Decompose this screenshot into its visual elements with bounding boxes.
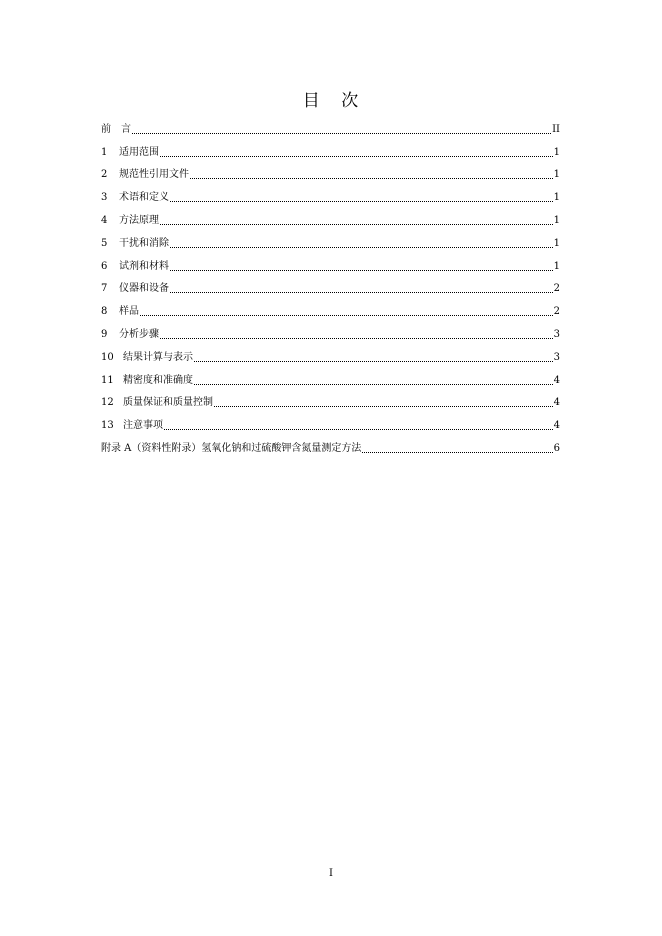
toc-entry-number: 13 — [101, 420, 114, 432]
page-title: 目 次 — [302, 91, 360, 111]
toc-leader-dots — [190, 178, 553, 179]
toc-entry-page: 1 — [553, 146, 560, 158]
toc-entry-number: 5 — [101, 237, 108, 249]
toc-entry-number: 9 — [101, 328, 108, 340]
toc-leader-dots — [170, 201, 553, 202]
toc-leader-dots — [362, 452, 552, 453]
toc-entry-page: 1 — [553, 214, 560, 226]
table-of-contents — [101, 113, 560, 455]
toc-entry-number: 6 — [101, 260, 108, 272]
toc-entry-number: 前 — [101, 123, 111, 135]
toc-leader-dots — [214, 406, 553, 407]
toc-entry-10[interactable] — [101, 341, 560, 364]
toc-entry-page: 1 — [553, 192, 560, 204]
toc-leader-dots — [170, 270, 553, 271]
toc-entry-8[interactable] — [101, 295, 560, 318]
toc-entry-1[interactable] — [101, 136, 560, 159]
toc-entry-label: 规范性引用文件 — [119, 169, 189, 181]
toc-leader-dots — [132, 133, 551, 134]
toc-leader-dots — [160, 156, 553, 157]
toc-entry-number: 7 — [101, 283, 108, 295]
toc-entry-page: 2 — [553, 283, 560, 295]
toc-entry-number: 2 — [101, 169, 108, 181]
toc-entry-page: 2 — [553, 306, 560, 318]
toc-leader-dots — [140, 315, 553, 316]
toc-entry-label: 试剂和材料 — [119, 260, 169, 272]
toc-leader-dots — [160, 224, 553, 225]
toc-entry-number: 3 — [101, 192, 108, 204]
toc-entry-preface[interactable] — [101, 113, 560, 136]
toc-entry-label: 质量保证和质量控制 — [123, 397, 213, 409]
toc-entry-9[interactable] — [101, 318, 560, 341]
toc-leader-dots — [164, 429, 553, 430]
toc-entry-number: 4 — [101, 214, 108, 226]
toc-leader-dots — [170, 247, 553, 248]
toc-entry-page: 1 — [553, 169, 560, 181]
toc-entry-5[interactable] — [101, 227, 560, 250]
toc-leader-dots — [160, 338, 553, 339]
toc-entry-number: 8 — [101, 306, 108, 318]
toc-entry-page: 1 — [553, 237, 560, 249]
toc-entry-label: 适用范围 — [119, 146, 159, 158]
toc-entry-6[interactable] — [101, 250, 560, 273]
toc-entry-3[interactable] — [101, 181, 560, 204]
toc-entry-label: 附录 A（资料性附录）氢氧化钠和过硫酸钾含氮量测定方法 — [101, 442, 362, 454]
toc-entry-page: 3 — [553, 328, 560, 340]
toc-entry-page: 6 — [553, 442, 560, 454]
toc-entry-label: 分析步骤 — [119, 328, 159, 340]
toc-entry-7[interactable] — [101, 273, 560, 296]
toc-entry-label: 干扰和消除 — [119, 237, 169, 249]
toc-entry-label: 精密度和准确度 — [123, 374, 193, 386]
toc-entry-2[interactable] — [101, 159, 560, 182]
toc-entry-label: 注意事项 — [123, 420, 163, 432]
toc-entry-label: 术语和定义 — [119, 192, 169, 204]
toc-entry-4[interactable] — [101, 204, 560, 227]
toc-entry-page: II — [552, 123, 560, 135]
toc-entry-number: 10 — [101, 351, 114, 363]
toc-entry-label: 仪器和设备 — [119, 283, 169, 295]
toc-entry-12[interactable] — [101, 387, 560, 410]
toc-entry-13[interactable] — [101, 409, 560, 432]
toc-entry-label: 言 — [121, 123, 131, 135]
toc-entry-page: 3 — [553, 351, 560, 363]
toc-entry-label: 方法原理 — [119, 214, 159, 226]
toc-entry-page: 4 — [553, 397, 560, 409]
toc-entry-label: 结果计算与表示 — [123, 351, 193, 363]
toc-leader-dots — [194, 361, 553, 362]
toc-entry-label: 样品 — [119, 306, 139, 318]
toc-entry-page: 1 — [553, 260, 560, 272]
toc-leader-dots — [194, 384, 553, 385]
page-number: I — [329, 868, 333, 879]
toc-entry-number: 12 — [101, 397, 114, 409]
toc-entry-page: 4 — [553, 374, 560, 386]
toc-entry-11[interactable] — [101, 364, 560, 387]
toc-entry-number: 11 — [101, 374, 114, 386]
toc-entry-page: 4 — [553, 420, 560, 432]
toc-entry-number: 1 — [101, 146, 108, 158]
toc-leader-dots — [170, 292, 553, 293]
toc-entry-appendix-a[interactable] — [101, 432, 560, 455]
